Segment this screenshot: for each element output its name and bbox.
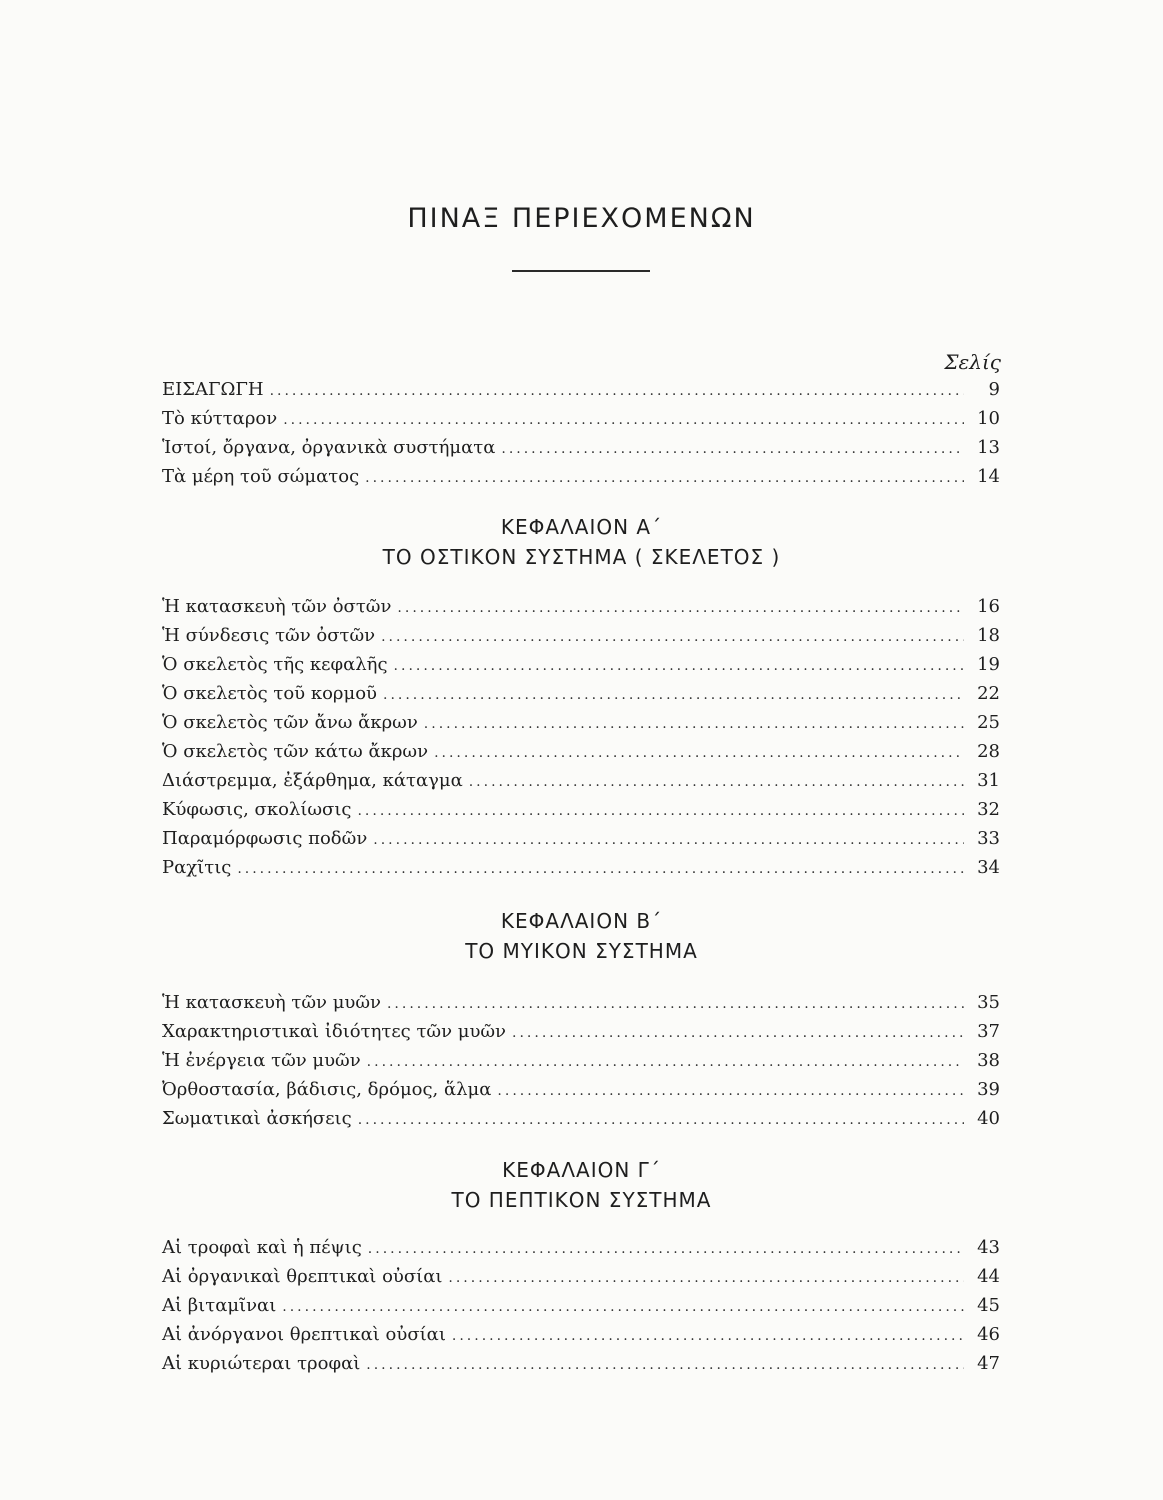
- toc-entry-label: Ἱστοί, ὄργανα, ὀργανικὰ συστήματα: [162, 437, 496, 458]
- dot-leader: [373, 826, 964, 855]
- toc-entry-page: 46: [977, 1324, 1000, 1345]
- toc-entry-label: Ὁ σκελετὸς τοῦ κορμοῦ: [162, 683, 377, 704]
- toc-entry-page: 40: [977, 1108, 1000, 1129]
- toc-entry-label: Ἡ κατασκευὴ τῶν μυῶν: [162, 992, 381, 1013]
- toc-entry-page: 39: [977, 1079, 1000, 1100]
- toc-entry: [162, 375, 1000, 404]
- toc-entry-label: ΕΙΣΑΓΩΓΗ: [162, 379, 264, 400]
- toc-entry-label: Αἱ ὀργανικαὶ θρεπτικαὶ οὐσίαι: [162, 1266, 443, 1287]
- toc-entry: [162, 592, 1000, 621]
- chapter-heading: ΚΕΦΑΛΑΙΟΝ Β΄: [500, 909, 663, 933]
- toc-entry-page: 35: [977, 992, 1000, 1013]
- toc-entry-label: Χαρακτηριστικαὶ ἰδιότητες τῶν μυῶν: [162, 1021, 507, 1042]
- dot-leader: [497, 1077, 964, 1106]
- toc-entry: [162, 1291, 1000, 1320]
- toc-entry-page: 47: [977, 1353, 1000, 1374]
- dot-leader: [365, 464, 964, 493]
- toc-entry-label: Αἱ βιταμῖναι: [162, 1295, 277, 1316]
- toc-entry-label: Διάστρεμμα, ἐξάρθημα, κάταγμα: [162, 770, 463, 791]
- toc-entry-page: 38: [977, 1050, 1000, 1071]
- toc-entry-page: 43: [977, 1237, 1000, 1258]
- toc-entry-label: Αἱ κυριώτεραι τροφαὶ: [162, 1353, 361, 1374]
- toc-entry-label: Ὁ σκελετὸς τῆς κεφαλῆς: [162, 654, 388, 675]
- toc-entry: [162, 1349, 1000, 1378]
- toc-entry: [162, 1046, 1000, 1075]
- toc-entry-label: Ὁ σκελετὸς τῶν ἄνω ἄκρων: [162, 712, 418, 733]
- toc-entry-label: Τὰ μέρη τοῦ σώματος: [162, 466, 360, 487]
- toc-entry-label: Κύφωσις, σκολίωσις: [162, 799, 352, 820]
- toc-entry-page: 37: [977, 1021, 1000, 1042]
- chapter-heading: ΚΕΦΑΛΑΙΟΝ Γ΄: [502, 1158, 661, 1182]
- dot-leader: [424, 710, 964, 739]
- toc-entry-label: Αἱ τροφαὶ καὶ ἡ πέψις: [162, 1237, 362, 1258]
- toc-entry-page: 19: [977, 654, 1000, 675]
- dot-leader: [469, 768, 964, 797]
- toc-entry: [162, 462, 1000, 491]
- toc-entry-page: 18: [977, 625, 1000, 646]
- toc-entry-label: Ἡ ἐνέργεια τῶν μυῶν: [162, 1050, 361, 1071]
- toc-entry: [162, 404, 1000, 433]
- toc-entry-label: Ἡ κατασκευὴ τῶν ὀστῶν: [162, 596, 392, 617]
- dot-leader: [452, 1322, 964, 1351]
- chapter-b-heading-block: [0, 907, 1163, 965]
- toc-entry: [162, 988, 1000, 1017]
- toc-chapter-b-list: [162, 988, 1000, 1133]
- dot-leader: [501, 435, 964, 464]
- dot-leader: [434, 739, 964, 768]
- toc-entry: [162, 795, 1000, 824]
- toc-entry-page: 32: [977, 799, 1000, 820]
- dot-leader: [270, 377, 964, 406]
- chapter-subtitle: ΤΟ ΜΥΙΚΟΝ ΣΥΣΤΗΜΑ: [465, 939, 698, 963]
- toc-entry: [162, 1320, 1000, 1349]
- dot-leader: [366, 1351, 964, 1380]
- toc-entry-page: 45: [977, 1295, 1000, 1316]
- toc-entry: [162, 824, 1000, 853]
- dot-leader: [357, 797, 964, 826]
- dot-leader: [237, 855, 964, 884]
- toc-entry: [162, 433, 1000, 462]
- toc-entry-label: Τὸ κύτταρον: [162, 408, 278, 429]
- toc-entry: [162, 1262, 1000, 1291]
- toc-chapter-a-list: [162, 592, 1000, 882]
- dot-leader: [512, 1019, 964, 1048]
- toc-entry-page: 44: [977, 1266, 1000, 1287]
- page-column-header: Σελίς: [944, 350, 1001, 374]
- toc-entry: [162, 708, 1000, 737]
- toc-chapter-c-list: [162, 1233, 1000, 1378]
- toc-entry-page: 14: [977, 466, 1000, 487]
- toc-entry-page: 34: [977, 857, 1000, 878]
- toc-entry-page: 28: [977, 741, 1000, 762]
- toc-entry-page: 16: [977, 596, 1000, 617]
- toc-entry-label: Σωματικαὶ ἀσκήσεις: [162, 1108, 352, 1129]
- page-title: ΠΙΝΑΞ ΠΕΡΙΕΧΟΜΕΝΩΝ: [407, 203, 756, 234]
- toc-entry: [162, 766, 1000, 795]
- toc-entry-page: 33: [977, 828, 1000, 849]
- toc-entry-label: Αἱ ἀνόργανοι θρεπτικαὶ οὐσίαι: [162, 1324, 446, 1345]
- dot-leader: [387, 990, 964, 1019]
- toc-entry-label: Παραμόρφωσις ποδῶν: [162, 828, 368, 849]
- dot-leader: [397, 594, 964, 623]
- chapter-subtitle: ΤΟ ΟΣΤΙΚΟΝ ΣΥΣΤΗΜΑ ( ΣΚΕΛΕΤΟΣ ): [382, 545, 781, 569]
- dot-leader: [383, 681, 964, 710]
- toc-entry-page: 31: [977, 770, 1000, 791]
- toc-entry: [162, 1017, 1000, 1046]
- toc-entry-page: 13: [977, 437, 1000, 458]
- dot-leader: [448, 1264, 964, 1293]
- toc-entry-label: Ὀρθοστασία, βάδισις, δρόμος, ἅλμα: [162, 1079, 492, 1100]
- dot-leader: [368, 1235, 964, 1264]
- dot-leader: [282, 1293, 964, 1322]
- chapter-subtitle: ΤΟ ΠΕΠΤΙΚΟΝ ΣΥΣΤΗΜΑ: [451, 1188, 712, 1212]
- dot-leader: [283, 406, 964, 435]
- toc-entry-page: 22: [977, 683, 1000, 704]
- dot-leader: [381, 623, 964, 652]
- toc-entry: [162, 679, 1000, 708]
- chapter-heading: ΚΕΦΑΛΑΙΟΝ Α΄: [500, 515, 663, 539]
- toc-entry: [162, 1075, 1000, 1104]
- toc-entry: [162, 1104, 1000, 1133]
- title-divider: [512, 270, 650, 272]
- dot-leader: [394, 652, 964, 681]
- toc-entry: [162, 650, 1000, 679]
- toc-entry-page: 9: [988, 379, 1000, 400]
- toc-entry-label: Ἡ σύνδεσις τῶν ὀστῶν: [162, 625, 376, 646]
- toc-intro-list: [162, 375, 1000, 491]
- chapter-c-heading-block: [0, 1156, 1163, 1214]
- toc-entry: [162, 1233, 1000, 1262]
- chapter-a-heading-block: [0, 513, 1163, 571]
- toc-entry-label: Ὁ σκελετὸς τῶν κάτω ἄκρων: [162, 741, 429, 762]
- toc-entry: [162, 853, 1000, 882]
- dot-leader: [358, 1106, 964, 1135]
- toc-entry-label: Ραχῖτις: [162, 857, 232, 878]
- toc-entry-page: 10: [977, 408, 1000, 429]
- dot-leader: [367, 1048, 964, 1077]
- toc-entry: [162, 621, 1000, 650]
- toc-entry: [162, 737, 1000, 766]
- toc-entry-page: 25: [977, 712, 1000, 733]
